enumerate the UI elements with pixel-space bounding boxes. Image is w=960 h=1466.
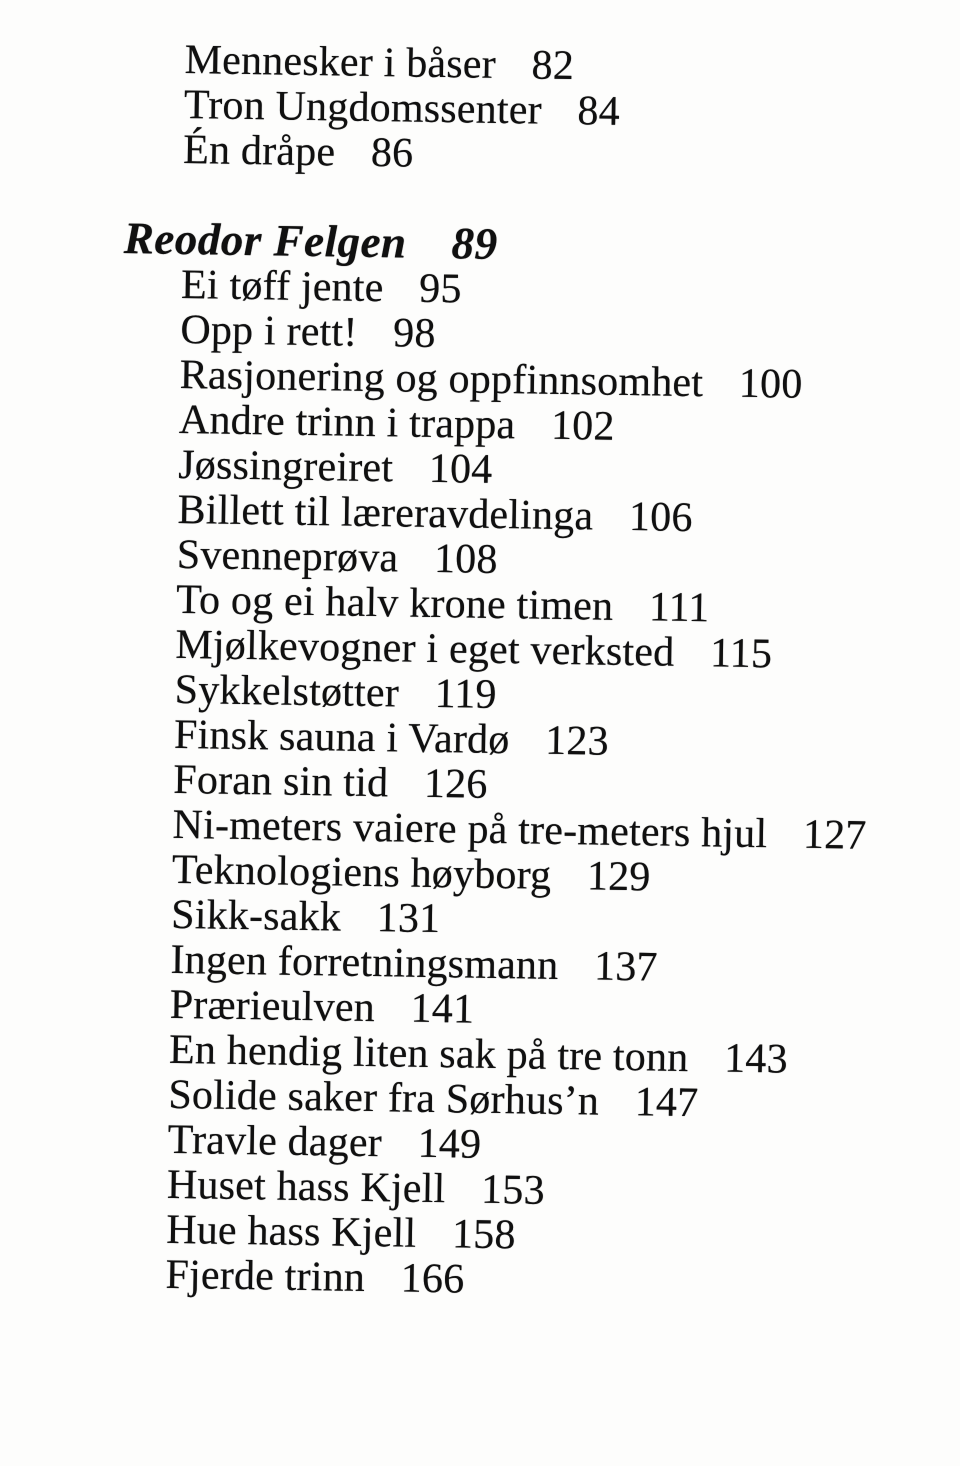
toc-entry-page: 98 (392, 310, 436, 357)
toc-section (183, 38, 879, 184)
toc-entry-title: Tron Ungdomssenter (183, 81, 543, 134)
toc-entry-page: 102 (550, 402, 615, 450)
toc-entry-page: 141 (410, 985, 475, 1033)
toc-section (123, 213, 876, 1309)
toc-entry-page: 119 (434, 671, 498, 718)
toc-entry (183, 128, 878, 184)
toc-entry-page: 100 (738, 360, 803, 408)
toc-section-page: 89 (451, 218, 498, 269)
toc-entry-page: 86 (370, 129, 414, 177)
toc-entry-page: 149 (417, 1120, 482, 1168)
toc-entry-page: 115 (709, 630, 773, 678)
toc-entry-title: Svenneprøva (176, 531, 399, 582)
toc-entry-title: Andre trinn i trappa (178, 396, 516, 449)
toc-entry-page: 95 (418, 265, 462, 313)
table-of-contents (123, 37, 879, 1309)
toc-entry-list (165, 263, 875, 1309)
toc-entry-title: Ingen forretningsmann (170, 936, 559, 989)
toc-entry-title: Ei tøff jente (180, 261, 384, 312)
toc-entry-page: 131 (376, 895, 441, 943)
toc-entry-title: Fjerde trinn (165, 1251, 366, 1301)
toc-entry-page: 158 (451, 1211, 516, 1259)
toc-entry-page: 153 (480, 1166, 546, 1214)
toc-entry-title: Én dråpe (182, 126, 336, 176)
toc-entry-page: 127 (802, 811, 867, 859)
toc-entry-page: 143 (723, 1035, 789, 1083)
toc-entry-title: Ni-meters vaiere på tre-meters hjul (172, 801, 768, 858)
toc-entry-title: Huset hass Kjell (166, 1161, 446, 1213)
toc-entry-page: 82 (531, 42, 575, 90)
toc-entry-page: 126 (423, 760, 488, 808)
toc-entry-title: Rasjonering og oppfinnsomhet (179, 351, 704, 407)
toc-entry-title: Finsk sauna i Vardø (173, 711, 510, 764)
toc-entry-page: 84 (577, 88, 621, 135)
toc-entry-page: 166 (400, 1255, 465, 1303)
toc-section-title: Reodor Felgen (123, 213, 407, 268)
toc-entry-title: Prærieulven (169, 981, 376, 1032)
toc-entry-title: Solide saker fra Sørhus’n (168, 1071, 600, 1125)
toc-entry-page: 106 (628, 494, 693, 542)
toc-entry-title: Hue hass Kjell (165, 1206, 417, 1257)
toc-entry-title: Opp i rett! (180, 306, 358, 356)
toc-entry-title: Foran sin tid (172, 756, 389, 807)
toc-entry-title: Jøssingreiret (177, 441, 394, 492)
toc-entry-page: 147 (634, 1079, 699, 1127)
toc-entry (165, 1253, 860, 1309)
toc-entry-title: En hendig liten sak på tre tonn (168, 1026, 689, 1082)
toc-entry-title: Billett til læreravdelinga (177, 486, 594, 540)
toc-entry-page: 129 (586, 853, 651, 901)
toc-entry-title: To og ei halv krone timen (175, 576, 614, 630)
toc-entry-title: Mennesker i båser (184, 37, 497, 88)
toc-entry-title: Sykkelstøtter (174, 666, 400, 717)
toc-entry-page: 137 (593, 943, 659, 991)
toc-entry-page: 104 (428, 445, 493, 493)
toc-entry-title: Sikk-sakk (170, 891, 342, 941)
toc-entry-title: Travle dager (167, 1116, 383, 1167)
toc-entry-page: 123 (544, 717, 610, 765)
toc-entry-page: 108 (433, 535, 498, 583)
toc-entry-title: Teknologiens høyborg (171, 846, 552, 899)
toc-entry-page: 111 (648, 584, 710, 632)
toc-entry-list (183, 38, 879, 184)
toc-entry-title: Mjølkevogner i eget verksted (175, 621, 675, 676)
